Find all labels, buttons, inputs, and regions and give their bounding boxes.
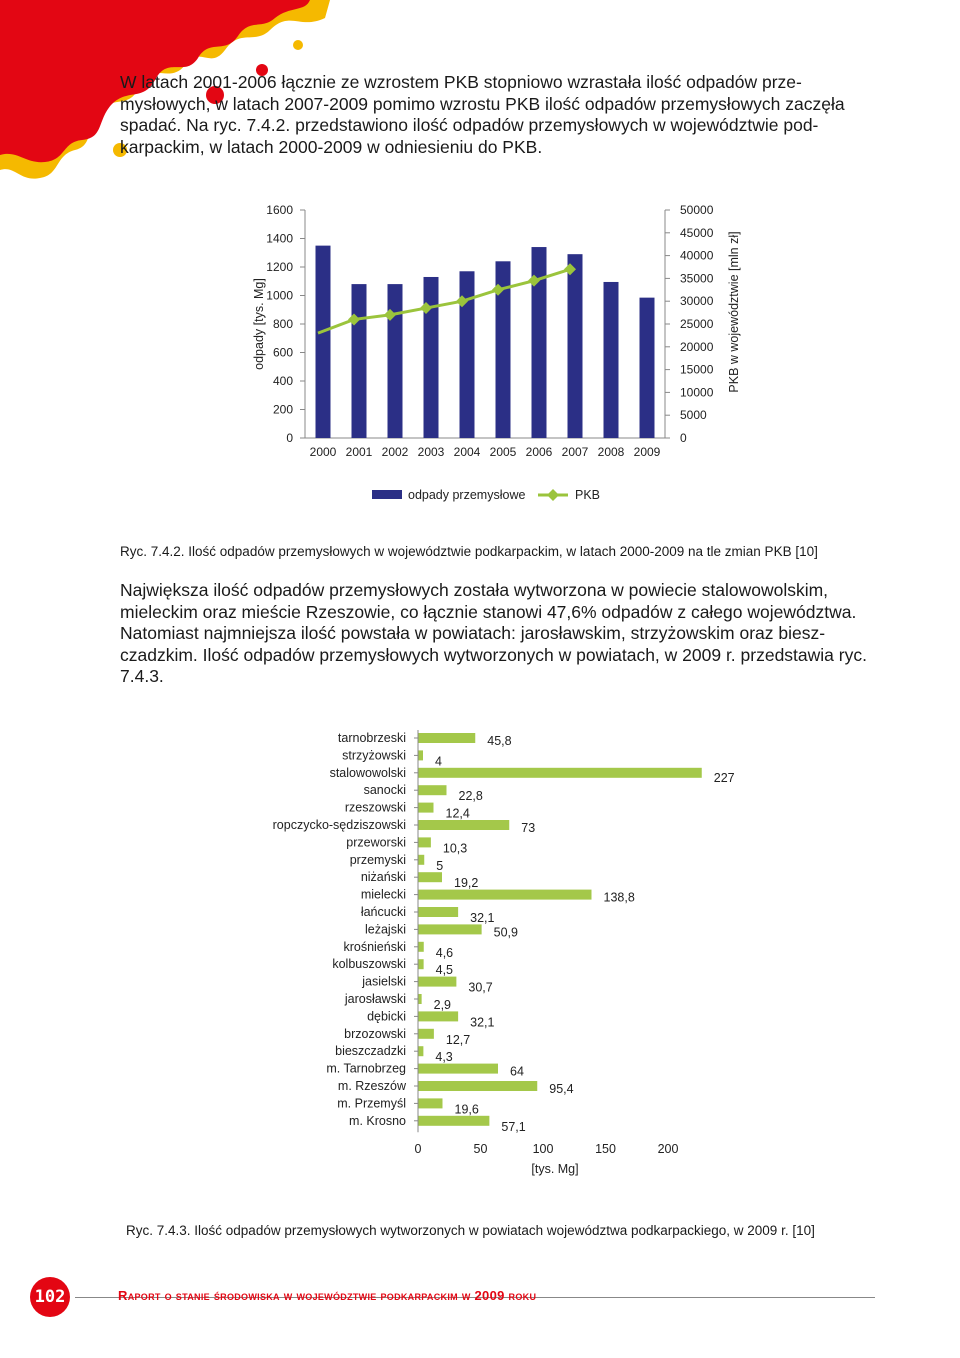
category-label: brzozowski — [344, 1026, 406, 1041]
bar-przemyski — [418, 855, 424, 865]
x-tick-label: 2008 — [597, 445, 625, 459]
value-label: 32,1 — [470, 1015, 495, 1030]
value-label: 4,5 — [435, 963, 454, 978]
right-tick-label: 50000 — [680, 203, 714, 217]
x-axis-title: [tys. Mg] — [531, 1162, 579, 1177]
bar-tarnobrzeski — [418, 733, 475, 743]
category-label: przemyski — [349, 852, 406, 867]
paragraph-line: Największa ilość odpadów przemysłowych została wytworzona w powiecie stalowowolskim, — [120, 580, 829, 600]
category-label: kolbuszowski — [332, 957, 406, 972]
category-label: m. Tarnobrzeg — [326, 1061, 406, 1076]
right-tick-label: 15000 — [680, 362, 714, 377]
waste-vs-gdp-chart — [235, 195, 775, 515]
category-label: przeworski — [346, 835, 406, 850]
bar-waste-2003 — [424, 277, 439, 438]
right-tick-label: 20000 — [680, 339, 714, 354]
x-tick-label: 0 — [414, 1142, 422, 1157]
bar-niżański — [418, 872, 442, 882]
bar-jasielski — [418, 977, 456, 987]
bar-przeworski — [418, 837, 431, 847]
x-tick-label: 150 — [595, 1142, 616, 1157]
paragraph-line: karpackim, w latach 2000-2009 w odniesieniu do PKB. — [120, 136, 543, 157]
bar-rzeszowski — [418, 803, 434, 813]
category-label: krośnieński — [343, 939, 406, 954]
category-label: mielecki — [360, 887, 406, 902]
value-label: 4 — [435, 754, 442, 769]
footer-report-title: Raport o stanie środowiska w województwie podkarpackim w 2009 roku — [118, 1288, 537, 1303]
value-label: 57,1 — [501, 1119, 526, 1134]
legend-label-waste: odpady przemysłowe — [408, 488, 526, 502]
value-label: 10,3 — [442, 841, 468, 856]
bar-mielecki — [418, 890, 592, 900]
value-label: 227 — [713, 770, 735, 785]
right-tick-label: 35000 — [680, 271, 714, 286]
bar-kolbuszowski — [418, 959, 424, 969]
x-tick-label: 2007 — [561, 445, 589, 459]
value-label: 73 — [521, 821, 536, 835]
x-tick-label: 100 — [532, 1142, 554, 1157]
bar-waste-2000 — [316, 246, 331, 438]
right-tick-label: 0 — [680, 431, 687, 445]
value-label: 5 — [436, 858, 444, 873]
paragraph-line: mysłowych, w latach 2007-2009 pomimo wzrostu PKB ilość odpadów przemysłowych zaczęła — [120, 93, 845, 114]
x-tick-label: 2005 — [489, 445, 517, 459]
legend-swatch-waste — [372, 490, 402, 499]
bar-leżajski — [418, 924, 482, 934]
left-tick-label: 0 — [286, 431, 293, 445]
category-label: łańcucki — [360, 905, 406, 919]
value-label: 19,2 — [454, 876, 479, 891]
analysis-paragraph — [120, 580, 874, 688]
value-label: 50,9 — [493, 925, 518, 940]
left-tick-label: 600 — [272, 345, 293, 360]
category-label: dębicki — [367, 1009, 406, 1024]
paragraph-line: Natomiast najmniejsza ilość powstała w powiatach: jarosławskim, strzyżowskim oraz biesz- — [120, 623, 826, 643]
category-label: rzeszowski — [344, 800, 406, 815]
bar-dębicki — [418, 1011, 458, 1021]
left-tick-label: 1000 — [266, 288, 293, 303]
left-tick-label: 800 — [272, 317, 293, 331]
bar-m. Tarnobrzeg — [418, 1064, 498, 1074]
value-label: 30,7 — [468, 980, 493, 995]
category-label: jarosławski — [344, 992, 406, 1006]
bar-waste-2007 — [568, 254, 583, 438]
bar-stalowowolski — [418, 768, 702, 778]
left-tick-label: 1200 — [266, 260, 293, 274]
value-label: 22,8 — [458, 789, 483, 804]
value-label: 2,9 — [433, 998, 452, 1012]
category-label: niżański — [360, 870, 406, 885]
bar-łańcucki — [418, 907, 458, 917]
x-tick-label: 2000 — [309, 445, 337, 459]
value-label: 4,3 — [435, 1050, 453, 1065]
value-label: 138,8 — [603, 890, 635, 905]
category-label: m. Krosno — [349, 1113, 406, 1128]
bar-waste-2001 — [352, 284, 367, 438]
value-label: 95,4 — [549, 1082, 574, 1096]
page-number-badge: 102 — [30, 1277, 70, 1317]
right-tick-label: 5000 — [680, 408, 707, 423]
right-axis-title: PKB w województwie [mln zł] — [727, 231, 741, 393]
left-tick-label: 1400 — [266, 231, 293, 246]
category-label: sanocki — [363, 783, 406, 798]
bar-waste-2008 — [604, 282, 619, 438]
paragraph-line: 7.4.3. — [120, 666, 164, 686]
bar-strzyżowski — [418, 750, 423, 760]
bar-ropczycko-sędziszowski — [418, 820, 509, 830]
category-label: strzyżowski — [342, 748, 406, 763]
value-label: 32,1 — [470, 911, 495, 925]
left-axis-title: odpady [tys. Mg] — [252, 278, 266, 370]
category-label: jasielski — [362, 974, 406, 989]
value-label: 4,6 — [435, 945, 454, 960]
figure-caption-7-4-3: Ryc. 7.4.3. Ilość odpadów przemysłowych wytworzonych w powiatach województwa podkarpackiego, w 2009 r. [10] — [126, 1223, 815, 1238]
category-label: tarnobrzeski — [337, 731, 406, 745]
intro-paragraph — [120, 72, 874, 158]
right-tick-label: 10000 — [680, 385, 714, 400]
bar-m. Krosno — [418, 1116, 489, 1126]
x-tick-label: 50 — [473, 1142, 488, 1157]
paragraph-line: spadać. Na ryc. 7.4.2. przedstawiono ilość odpadów przemysłowych w województwie pod- — [120, 115, 819, 135]
paragraph-line: mieleckim oraz mieście Rzeszowie, co łącznie stanowi 47,6% odpadów z całego województwa. — [120, 601, 857, 622]
bar-m. Rzeszów — [418, 1081, 537, 1091]
bar-waste-2009 — [640, 298, 655, 438]
value-label: 12,4 — [445, 806, 470, 821]
right-tick-label: 40000 — [680, 248, 714, 263]
category-label: m. Przemyśl — [337, 1096, 406, 1111]
x-tick-label: 2004 — [453, 445, 481, 459]
x-tick-label: 2006 — [525, 445, 553, 459]
figure-caption-7-4-2: Ryc. 7.4.2. Ilość odpadów przemysłowych w województwie podkarpackim, w latach 2000-2009 na tle zmian PKB [10] — [120, 544, 818, 559]
category-label: ropczycko-sędziszowski — [272, 818, 406, 832]
paragraph-line: czadzkim. Ilość odpadów przemysłowych wytworzonych w powiatach, w 2009 r. przedstawia ryc. — [120, 644, 867, 665]
category-label: m. Rzeszów — [337, 1079, 406, 1093]
category-label: leżajski — [365, 922, 406, 937]
right-tick-label: 25000 — [680, 317, 714, 331]
value-label: 12,7 — [445, 1032, 471, 1047]
x-tick-label: 2009 — [633, 445, 661, 459]
x-tick-label: 2001 — [345, 445, 373, 459]
right-tick-label: 45000 — [680, 225, 714, 240]
left-tick-label: 400 — [272, 374, 293, 388]
bar-sanocki — [418, 785, 447, 795]
x-tick-label: 200 — [657, 1142, 679, 1157]
waste-by-county-chart — [240, 725, 760, 1180]
value-label: 19,6 — [454, 1102, 479, 1117]
bar-krośnieński — [418, 942, 424, 952]
paragraph-line: W latach 2001-2006 łącznie ze wzrostem PKB stopniowo wzrastała ilość odpadów prze- — [120, 72, 802, 92]
value-label: 45,8 — [487, 734, 512, 748]
category-label: stalowowolski — [329, 765, 406, 780]
bar-jarosławski — [418, 994, 422, 1004]
x-tick-label: 2003 — [417, 445, 445, 459]
bar-brzozowski — [418, 1029, 434, 1039]
value-label: 64 — [510, 1064, 524, 1079]
left-tick-label: 200 — [272, 402, 293, 417]
right-tick-label: 30000 — [680, 294, 714, 309]
bar-bieszczadzki — [418, 1046, 423, 1056]
left-tick-label: 1600 — [266, 203, 293, 217]
bar-waste-2002 — [388, 284, 403, 438]
legend-label-pkb: PKB — [575, 488, 601, 502]
x-tick-label: 2002 — [381, 445, 409, 459]
category-label: bieszczadzki — [335, 1044, 406, 1059]
bar-m. Przemyśl — [418, 1098, 443, 1108]
legend-swatch-pkb-marker — [547, 489, 559, 501]
